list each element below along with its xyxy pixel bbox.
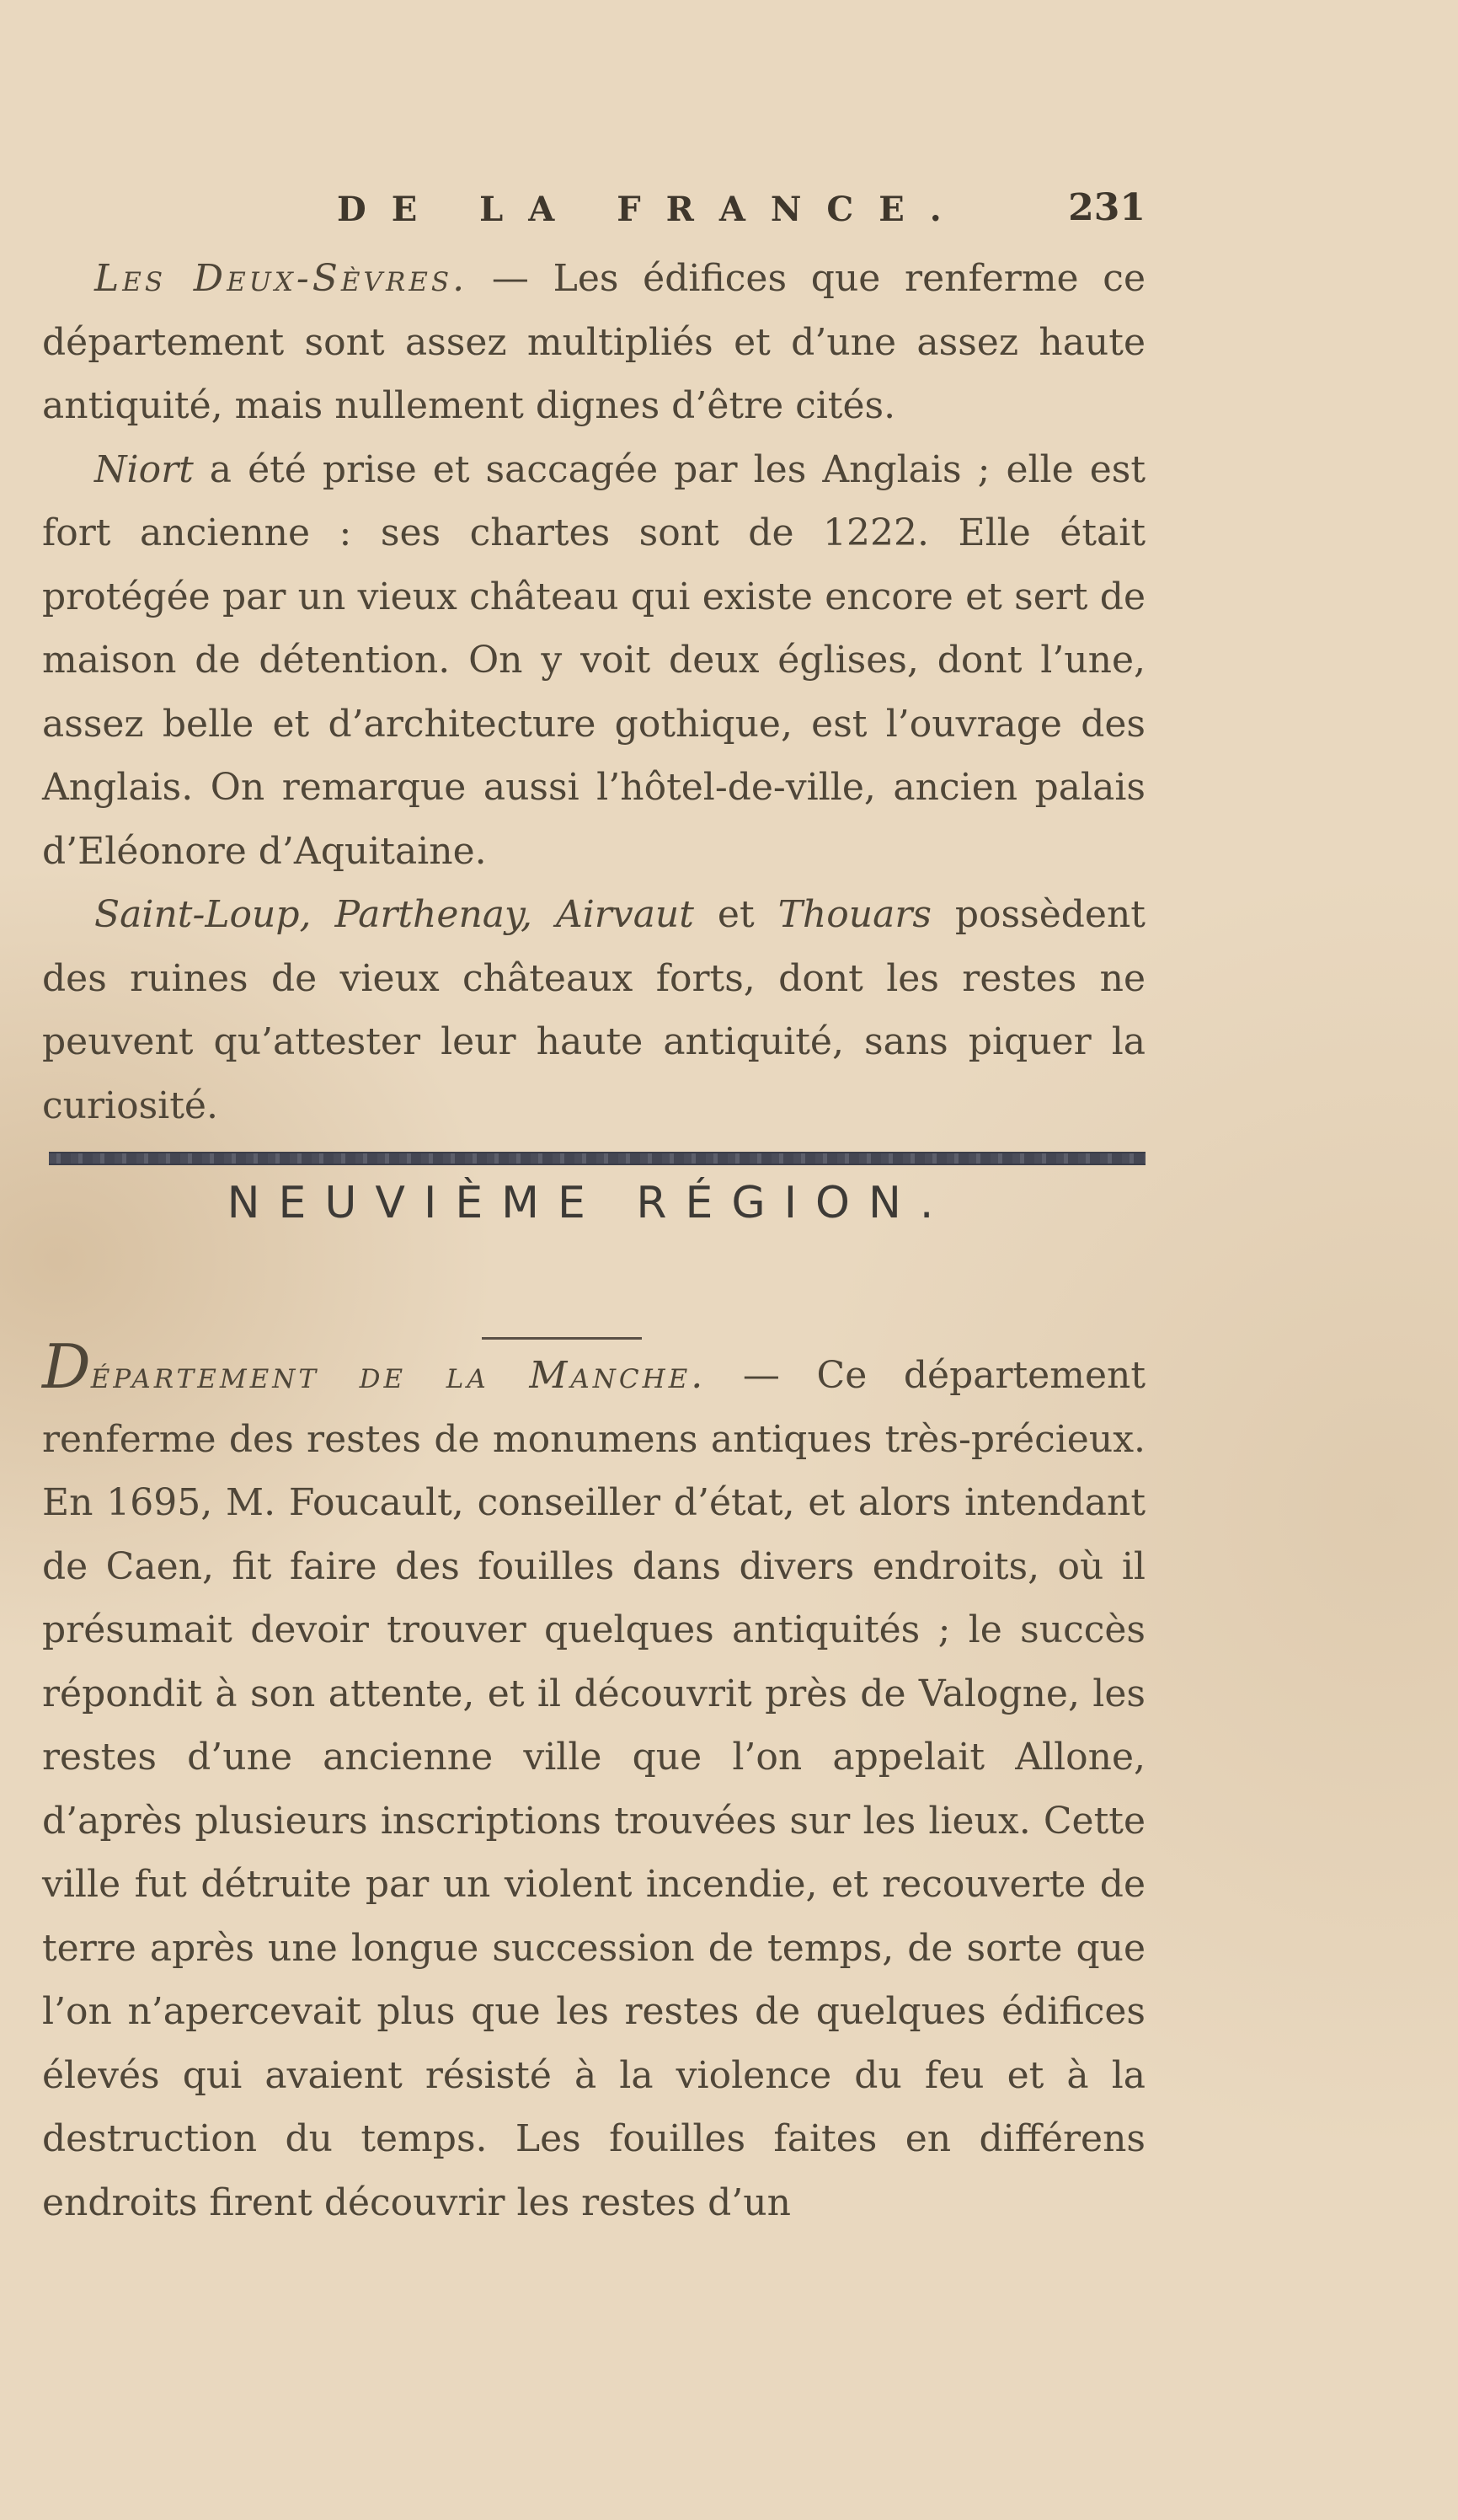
page-header <box>337 186 1146 240</box>
paragraph-text: a été prise et saccagée par les Anglais ; elle est fort ancienne : ses chartes sont de 1222. Elle était protégée par un vieux château qui existe encore et sert de maison de détention. On y voit deux églises, dont l’une, assez belle et d’architecture gothique, est l’ouvrage des Anglais. On remarque aussi l’hôtel-de-ville, ancien palais d’Eléonore d’Aquitaine. <box>42 447 1146 873</box>
running-title: DE LA FRANCE. <box>337 190 967 229</box>
paragraph-text: — Les édifices que renferme ce département sont assez multipliés et d’une assez haute antiquité, mais nullement dignes d’être cités. <box>42 257 1146 427</box>
ornamental-rule <box>49 1152 1146 1165</box>
place-names: Saint-Loup, Parthenay, Airvaut <box>94 893 694 936</box>
section-heading-manche: épartement de la Manche. <box>90 1354 707 1397</box>
place-name-niort: Niort <box>94 447 194 491</box>
section-title: NEUVIÈME RÉGION. <box>227 1178 953 1228</box>
page-number: 231 <box>1068 186 1146 229</box>
section-heading-deux-sevres: Les Deux-Sèvres. <box>94 257 468 300</box>
paragraph-text: possèdent des ruines de vieux châteaux forts, dont les restes ne peuvent qu’attester leur haute antiquité, sans piquer la curiosité. <box>42 893 1146 1127</box>
place-name-thouars: Thouars <box>777 893 932 936</box>
paragraph-chateaux <box>42 883 1146 1137</box>
drop-cap: D <box>42 1331 91 1402</box>
paragraph-niort <box>42 438 1146 884</box>
section-deux-sevres <box>42 247 1146 1137</box>
paragraph-manche <box>42 1331 1146 2234</box>
paragraph-deux-sevres <box>42 247 1146 438</box>
conjunction: et <box>693 893 778 936</box>
section-manche <box>42 1331 1146 2234</box>
paragraph-text: — Ce département renferme des restes de monumens antiques très-précieux. En 1695, M. Foucault, conseiller d’état, et alors intendant de Caen, fit faire des fouilles dans divers endroits, où il présumait devoir trouver quelques antiquités ; le succès répondit à son attente, et il découvrit près de Valogne, les restes d’une ancienne ville que l’on appelait Allone, d’après plusieurs inscriptions trouvées sur les lieux. Cette ville fut détruite par un violent incendie, et recouverte de terre après une longue succession de temps, de sorte que l’on n’apercevait plus que les restes de quelques édifices élevés qui avaient résisté à la violence du feu et à la destruction du temps. Les fouilles faites en différens endroits firent découvrir les restes d’un <box>42 1354 1146 2224</box>
short-divider <box>482 1337 642 1340</box>
